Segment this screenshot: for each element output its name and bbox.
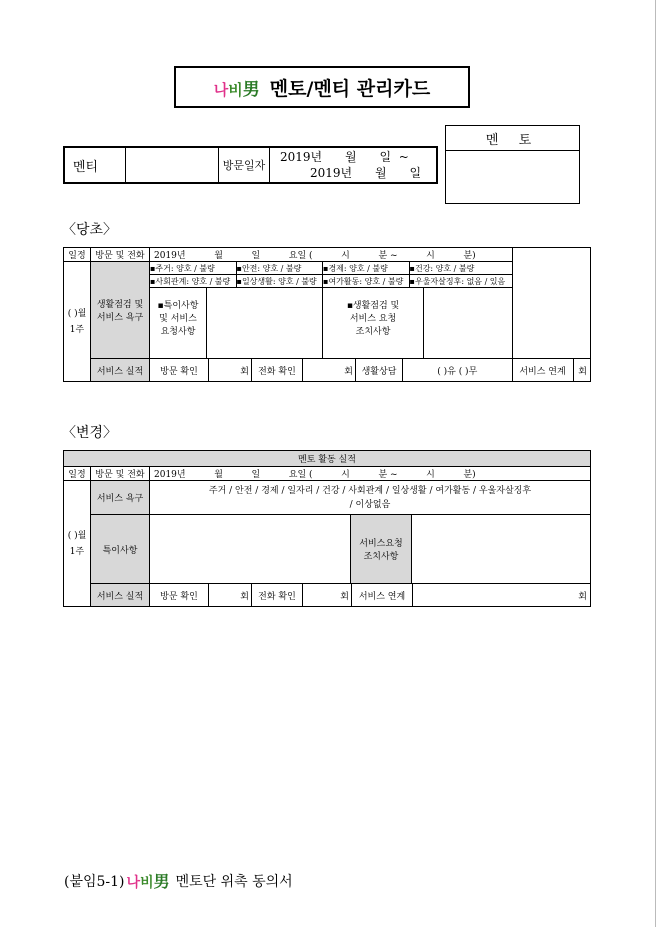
schedule-cell: ( )월 1주 — [64, 262, 91, 382]
needs-label-2: 서비스 욕구 — [91, 481, 150, 515]
mentor-label: 멘 토 — [446, 126, 580, 151]
special-notes-field[interactable] — [207, 288, 322, 358]
nabinam-logo: 나비男 — [213, 79, 260, 100]
schedule-cell-2: ( )월 1주 — [64, 481, 91, 607]
section2-heading: 〈변경〉 — [62, 425, 118, 441]
mentee-table — [63, 146, 438, 184]
page-title — [174, 66, 470, 108]
link-count[interactable]: 회 — [578, 366, 587, 377]
action-label-2: 서비스요청 조치사항 — [351, 515, 412, 583]
action-field[interactable] — [424, 288, 512, 358]
check-leisure[interactable]: ▪여가활동: 양호 / 불량 — [323, 275, 410, 288]
mentee-label: 멘티 — [64, 147, 126, 183]
visit-datetime[interactable]: 2019년 월 일 요일 ( 시 분 ~ 시 분) — [150, 248, 513, 262]
special-label-2: 특이사항 — [91, 515, 150, 584]
check-housing[interactable]: ▪주거: 양호 / 불량 — [150, 262, 237, 275]
result-label: 서비스 실적 — [91, 359, 150, 382]
special-notes-label: ▪특이사항 및 서비스 요청사항 — [150, 288, 207, 358]
mentee-name-field[interactable] — [126, 147, 219, 183]
visit-datetime-2[interactable]: 2019년 월 일 요일 ( 시 분 ~ 시 분) — [150, 467, 591, 481]
check-health[interactable]: ▪건강: 양호 / 불량 — [409, 262, 512, 275]
result-label-2: 서비스 실적 — [91, 584, 150, 607]
activity-title: 멘토 활동 실적 — [64, 451, 591, 467]
needs-label: 생활점검 및 서비스 욕구 — [91, 262, 150, 359]
title-text: 멘토/멘티 관리카드 — [269, 77, 431, 100]
check-depression[interactable]: ▪우울자살징후: 없음 / 있음 — [409, 275, 512, 288]
check-economy[interactable]: ▪경제: 양호 / 불량 — [323, 262, 410, 275]
visit-count[interactable]: 회 — [209, 359, 252, 381]
special-field-2[interactable] — [150, 515, 351, 583]
visit-count-2[interactable]: 회 — [209, 584, 252, 606]
needs-options[interactable]: 주거 / 안전 / 경제 / 일자리 / 건강 / 사회관계 / 일상생활 / 여가활동 / 우울자살징후 / 이상없음 — [150, 481, 591, 515]
call-count-2[interactable]: 회 — [303, 584, 352, 606]
section1-heading: 〈당초〉 — [62, 222, 118, 238]
mentor-box — [445, 125, 580, 204]
counsel-yes-no[interactable]: ( )유 ( )무 — [437, 366, 478, 377]
visit-date-field[interactable]: 2019년 월 일 ~ 2019년 월 일 — [270, 147, 438, 183]
original-plan-table: 일정 방문 및 전화 2019년 월 일 요일 ( 시 분 ~ 시 분) ( )월 1주 생활점검 및 서비스 욕구 ▪주거: 양호 / 불량 ▪안전: 양호 / 불량 ▪경제: 양호 / 불량 ▪건강: 양호 / 불량 ▪사회관계: 양호 / 불량 ▪일상생활: 양호 / 불량 ▪여가활동: 양호 / 불량 ▪우울자살징후: 없음 / 있음 ▪특이사항 및 서비스 요청사항 ▪생활점검 및 서비스 요청 조치사항 서비스 실적 방문 확인 회 전화 확인 회 생활상담 ( )유 ( )무 서비스 연계 회 — [63, 247, 591, 382]
changed-plan-table: 멘토 활동 실적 일정 방문 및 전화 2019년 월 일 요일 ( 시 분 ~ 시 분) ( )월 1주 서비스 욕구 주거 / 안전 / 경제 / 일자리 / 건강 / 사회관계 / 일상생활 / 여가활동 / 우울자살징후 / 이상없음 특이사항 서비스요청 조치사항 서비스 실적 방문 확인 회 전화 확인 회 서비스 연계 회 — [63, 450, 591, 607]
nabinam-logo-footer: 나비男 — [126, 872, 170, 891]
check-safety[interactable]: ▪안전: 양호 / 불량 — [236, 262, 323, 275]
check-social[interactable]: ▪사회관계: 양호 / 불량 — [150, 275, 237, 288]
action-field-2[interactable] — [412, 515, 590, 583]
action-label: ▪생활점검 및 서비스 요청 조치사항 — [323, 288, 424, 358]
link-count-2[interactable]: 회 — [578, 591, 587, 602]
check-daily[interactable]: ▪일상생활: 양호 / 불량 — [236, 275, 323, 288]
footer-caption: (붙임5-1) 나비男 멘토단 위촉 동의서 — [64, 869, 293, 892]
visit-date-label: 방문일자 — [219, 147, 270, 183]
call-count[interactable]: 회 — [303, 359, 356, 381]
mentor-field[interactable] — [446, 151, 580, 204]
